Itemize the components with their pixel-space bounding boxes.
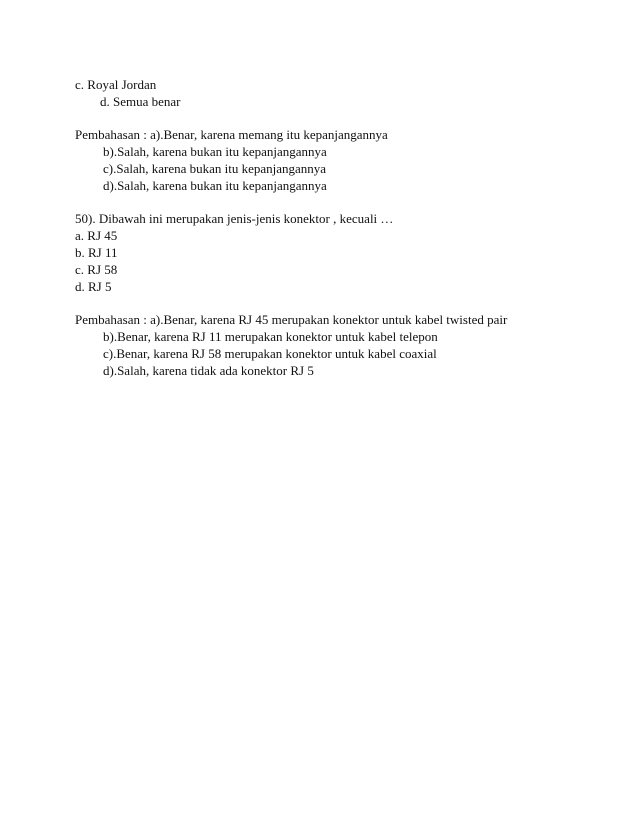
q50-pembahasan-d: d).Salah, karena tidak ada konektor RJ 5 [103,363,314,378]
q49-pembahasan-d: d).Salah, karena bukan itu kepanjangannya [103,178,327,193]
q49-option-d: d. Semua benar [100,94,181,109]
q50-option-c: c. RJ 58 [75,262,118,277]
q49-option-c: c. Royal Jordan [75,77,157,92]
q49-pembahasan-b: b).Salah, karena bukan itu kepanjangannya [103,144,327,159]
q50-option-a: a. RJ 45 [75,228,118,243]
q50-pembahasan-a: Pembahasan : a).Benar, karena RJ 45 merupakan konektor untuk kabel twisted pair [75,312,508,327]
q49-pembahasan-a: Pembahasan : a).Benar, karena memang itu kepanjangannya [75,127,388,142]
q50-option-d: d. RJ 5 [75,279,112,294]
q50-option-b: b. RJ 11 [75,245,118,260]
q50-pembahasan-b: b).Benar, karena RJ 11 merupakan konektor untuk kabel telepon [103,329,438,344]
q49-pembahasan-c: c).Salah, karena bukan itu kepanjangannya [103,161,327,176]
q50-question: 50). Dibawah ini merupakan jenis-jenis konektor , kecuali … [75,211,394,226]
q50-pembahasan-c: c).Benar, karena RJ 58 merupakan konektor untuk kabel coaxial [103,346,437,361]
